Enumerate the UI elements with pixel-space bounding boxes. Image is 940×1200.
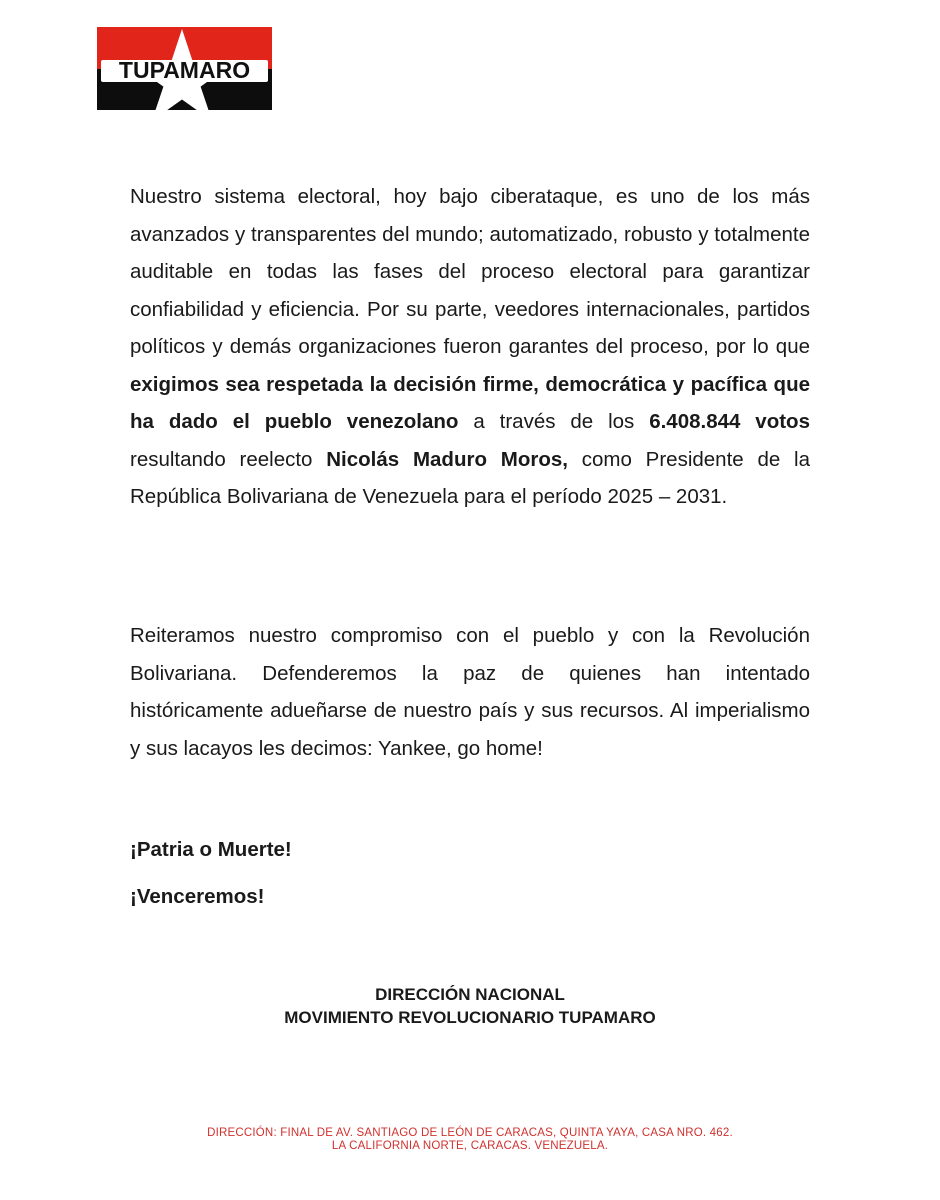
closing-slogan-patria: ¡Patria o Muerte! (130, 838, 292, 861)
closing-slogan-venceremos: ¡Venceremos! (130, 885, 265, 908)
logo-wordmark: TUPAMARO (118, 57, 251, 83)
signature-line-2: MOVIMIENTO REVOLUCIONARIO TUPAMARO (284, 1008, 656, 1027)
footer-address-line-1: DIRECCIÓN: FINAL DE AV. SANTIAGO DE LEÓN DE CARACAS, QUINTA YAYA, CASA NRO. 462. (207, 1127, 733, 1139)
paragraph1-bold-votes: 6.408.844 votos (649, 410, 810, 433)
signature-line-1: DIRECCIÓN NACIONAL (375, 985, 565, 1004)
paragraph1-text-1: Nuestro sistema electoral, hoy bajo ciberataque, es uno de los más avanzados y transparentes del mundo; automatizado, robusto y totalmente auditable en todas las fases del proceso electoral para garantizar confiabilidad y eficiencia. Por su parte, veedores internacionales, partidos políticos y demás organizaciones fueron garantes del proceso, por lo que (130, 185, 810, 358)
paragraph-electoral-system (130, 178, 810, 516)
paragraph1-text-2: a través de los (458, 410, 650, 433)
paragraph1-bold-demand: exigimos sea respetada la decisión firme, democrática y pacífica que ha dado el pueblo venezolano (130, 372, 810, 433)
signature-block (130, 983, 810, 1029)
paragraph1-text-3: resultando reelecto (130, 447, 327, 471)
paragraph1-text-4: como Presidente de la República Bolivariana de Venezuela para el período 2025 – 2031. (130, 447, 811, 508)
paragraph1-bold-name: Nicolás Maduro Moros, (326, 447, 568, 471)
footer-address-line-2: LA CALIFORNIA NORTE, CARACAS. VENEZUELA. (331, 1140, 609, 1152)
paragraph-commitment: Reiteramos nuestro compromiso con el pueblo y con la Revolución Bolivariana. Defenderemos la paz de quienes han intentado históricamente adueñarse de nuestro país y sus recursos. Al imperialismo y sus lacayos les decimos: Yankee, go home! (130, 624, 810, 760)
footer-address (130, 1127, 810, 1153)
tupamaro-logo (97, 27, 272, 110)
